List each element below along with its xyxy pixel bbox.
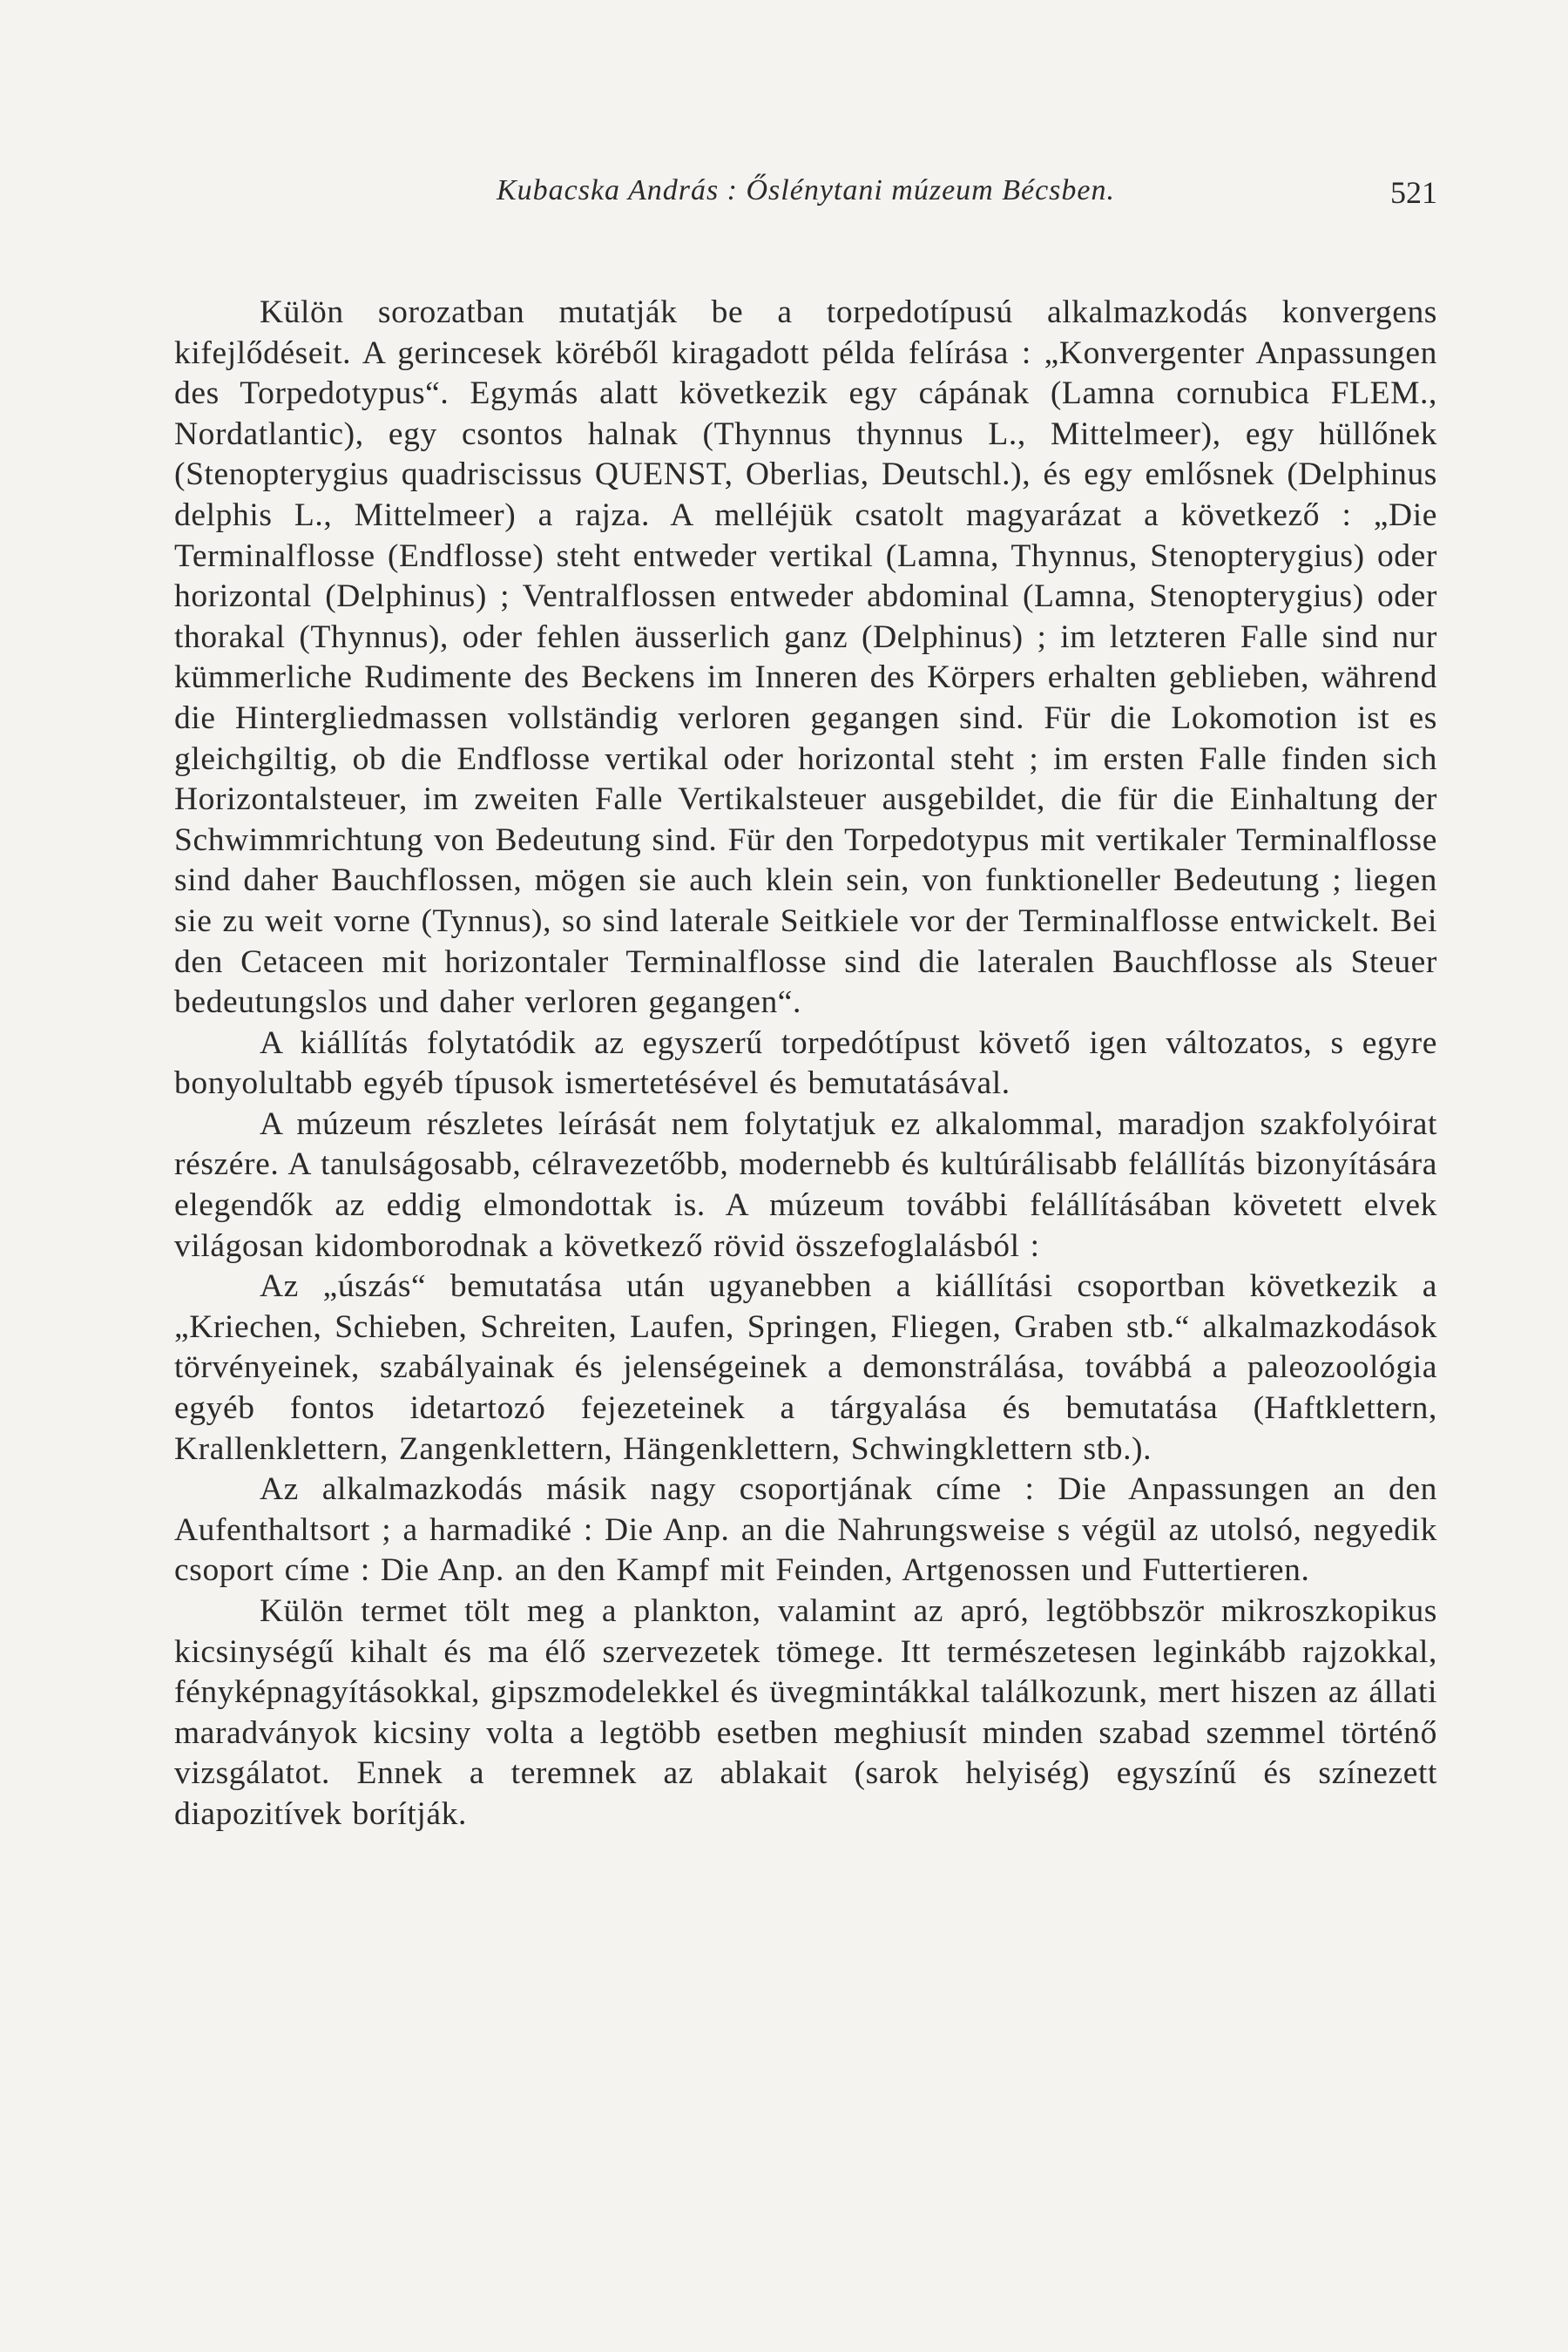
page-number: 521	[1390, 175, 1437, 210]
running-head: Kubacska András : Őslénytani múzeum Bécsben.	[496, 174, 1116, 206]
paragraph: Külön sorozatban mutatják be a torpedotípusú alkalmazkodás konvergens kifejlődéseit. A gerincesek köréből kiragadott példa felírása : „Konvergenter Anpassungen des Torpedotypus“. Egymás alatt következik egy cápának (Lamna cornubica FLEM., Nordatlantic), egy csontos halnak (Thynnus thynnus L., Mittelmeer), egy hüllőnek (Stenopterygius quadriscissus QUENST, Oberlias, Deutschl.), és egy emlősnek (Delphinus delphis L., Mittelmeer) a rajza. A melléjük csatolt magyarázat a következő : „Die Terminalflosse (Endflosse) steht entweder vertikal (Lamna, Thynnus, Stenopterygius) oder horizontal (Delphinus) ; Ventralflossen entweder abdominal (Lamna, Stenopterygius) oder thorakal (Thynnus), oder fehlen äusserlich ganz (Delphinus) ; im letzteren Falle sind nur kümmerliche Rudimente des Beckens im Inneren des Körpers erhalten geblieben, während die Hintergliedmassen vollständig verloren gegangen sind. Für die Lokomotion ist es gleichgiltig, ob die Endflosse vertikal oder horizontal steht ; im ersten Falle finden sich Horizontalsteuer, im zweiten Falle Vertikalsteuer ausgebildet, die für die Einhaltung der Schwimmrichtung von Bedeutung sind. Für den Torpedotypus mit vertikaler Terminalflosse sind daher Bauchflossen, mögen sie auch klein sein, von funktioneller Bedeutung ; liegen sie zu weit vorne (Tynnus), so sind laterale Seitkiele vor der Terminalflosse entwickelt. Bei den Cetaceen mit horizontaler Terminalflosse sind die lateralen Bauchflosse als Steuer bedeutungslos und daher verloren gegangen“.	[174, 294, 1437, 1021]
paragraph: A múzeum részletes leírását nem folytatjuk ez alkalommal, maradjon szakfolyóirat részére. A tanulságosabb, célravezetőbb, modernebb és kultúrálisabb felállítás bizonyítására elegendők az eddig elmondottak is. A múzeum további felállításában követett elvek világosan kidomborodnak a következő rövid összefoglalásból :	[174, 1105, 1437, 1264]
paragraph: Külön termet tölt meg a plankton, valamint az apró, legtöbbször mikroszkopikus kicsinységű kihalt és ma élő szervezetek tömege. Itt természetesen leginkább rajzokkal, fényképnagyításokkal, gipszmodelekkel és üvegmintákkal találkozunk, mert hiszen az állati maradványok kicsiny volta a legtöbb esetben meghiusít minden szabad szemmel történő vizsgálatot. Ennek a teremnek az ablakait (sarok helyiség) egyszínű és színezett diapozitívek borítják.	[174, 1593, 1437, 1832]
paragraph: Az alkalmazkodás másik nagy csoportjának címe : Die Anpassungen an den Aufenthaltsort ; a harmadiké : Die Anp. an die Nahrungsweise s végül az utolsó, negyedik csoport címe : Die Anp. an den Kampf mit Feinden, Artgenossen und Futtertieren.	[174, 1471, 1437, 1589]
page-header	[174, 174, 1437, 226]
paragraph: A kiállítás folytatódik az egyszerű torpedótípust követő igen változatos, s egyre bonyolultabb egyéb típusok ismertetésével és bemutatásával.	[174, 1024, 1437, 1102]
paragraph: Az „úszás“ bemutatása után ugyanebben a kiállítási csoportban következik a „Kriechen, Schieben, Schreiten, Laufen, Springen, Fliegen, Graben stb.“ alkalmazkodások törvényeinek, szabályainak és jelenségeinek a demonstrálása, továbbá a paleozoológia egyéb fontos idetartozó fejezeteinek a tárgyalása és bemutatása (Haftklettern, Krallenklettern, Zangenklettern, Hängenklettern, Schwingklettern stb.).	[174, 1268, 1437, 1467]
body-text	[174, 293, 1437, 1835]
